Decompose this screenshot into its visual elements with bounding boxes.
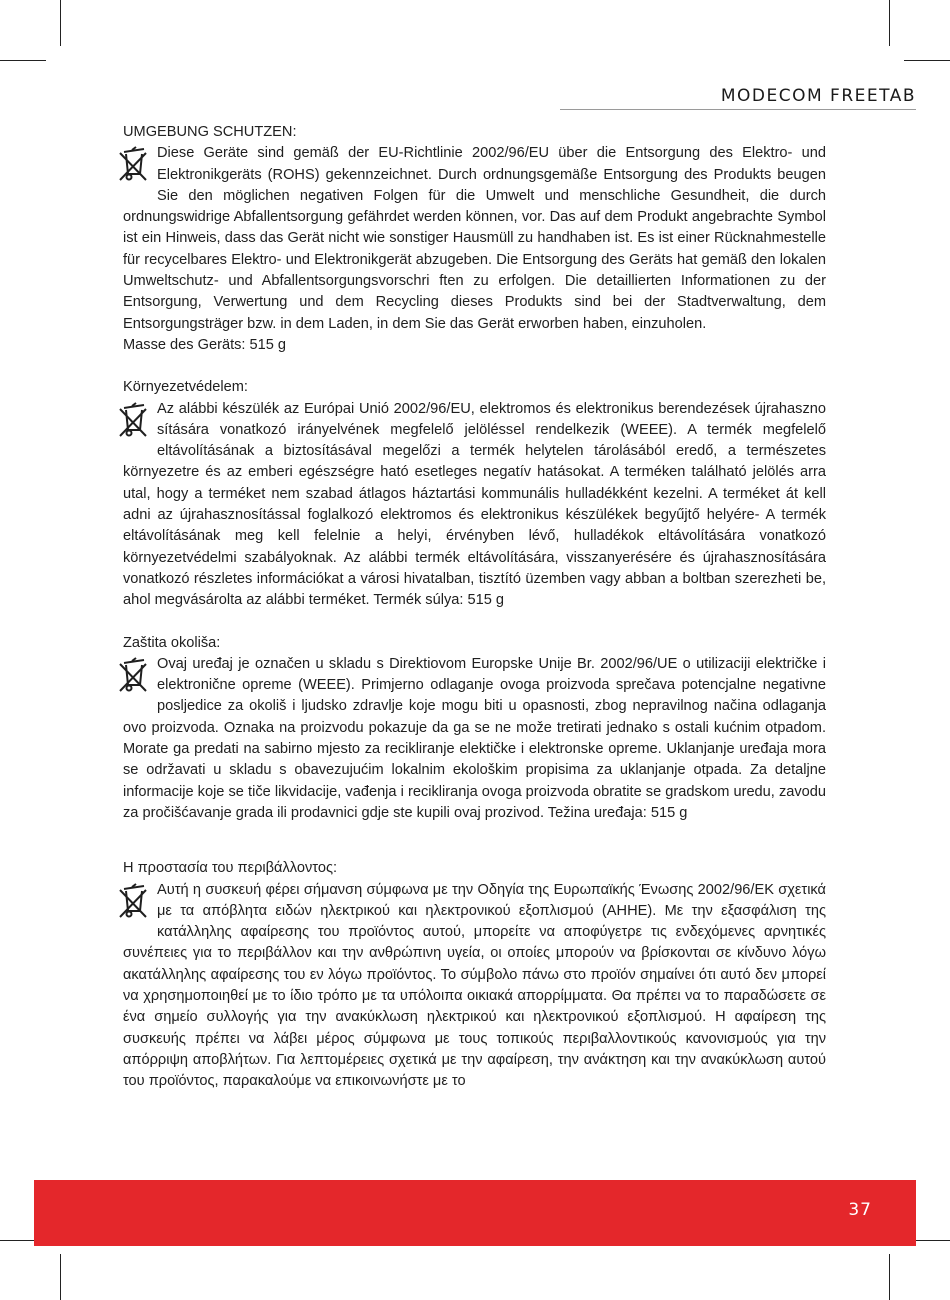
page-header <box>560 86 916 110</box>
brand-title: MODECOM FREETAB <box>720 86 916 106</box>
crossed-out-wheelie-bin-icon <box>115 881 151 923</box>
crop-mark <box>904 60 950 61</box>
crossed-out-wheelie-bin-icon <box>115 400 151 442</box>
section-title: Η προστασία του περιβάλλοντος: <box>123 860 338 877</box>
crop-mark <box>0 60 46 61</box>
section-text: Αυτή η συσκευή φέρει σήμανση σύμφωνα με την Οδηγία της Ευρωπαϊκής Ένωσης 2002/96/ΕΚ σχετικά με τα απόβλητα ειδών ηλεκτρικού και ηλεκτρονικού εξοπλισμού (ΑΗΗΕ). Με την εξασφάλιση της κατάλληλης αφαίρεσης του προϊόντος αυτού, μπορείτε να αποφύγετρε τις ενδεχόμενες αρνητικές συνέπειες για το περιβάλλον και την ανθρώπινη υγεία, οι οποίες μπορούν να βρίσκονται σε κίνδυνο λόγω ακατάλληλης αφαίρεσης του εν λόγω προϊόντος. Το σύμβολο πάνω στο προϊόν σημαίνει ότι αυτό δεν μπορεί να χρησημοποιηθεί με το ίδιο τρόπο με τα υπόλοιπα οικιακά απορρίμματα. Θα πρέπει να το παραδώσετε σε ένα σημείο συλλογής για την ανακύκλωση ηλεκτρικού και ηλεκτρονικού εξοπλισμού. Η αφαίρεση της συσκευής πρέπει να λάβει μέρος σύμφωνα με τους τοπικούς περιβαλλοντικούς κανονισμούς για την απόρριψη αποβλήτων. Για λεπτομέρειες σχετικά με την αφαίρεση, την ανάκτηση και την ανακύκλωση αυτού του προϊόντος, παρακαλούμε να επικοινωνήστε με το <box>123 881 826 1090</box>
page-content <box>123 122 826 1092</box>
section-title: Környezetvédelem: <box>123 379 248 396</box>
section-hungarian <box>123 377 826 611</box>
crossed-out-wheelie-bin-icon <box>115 655 151 697</box>
section-body <box>123 143 826 356</box>
page-number: 37 <box>848 1200 872 1220</box>
section-title: UMGEBUNG SCHUTZEN: <box>123 124 297 140</box>
section-title: Zaštita okoliša: <box>123 634 221 651</box>
section-croatian <box>123 633 826 825</box>
section-text: Ovaj uređaj je označen u skladu s Direktiovom Europske Unije Br. 2002/96/UE o utilizaciji električke i elektronične opreme (WEEE). Primjerno odlaganje ovoga proizvoda sprečava potencjalne negativne posljedice za okoliš i ljudsko zdravlje koje mogu biti u opasnosti, zbog nepravilnog načina odlaganja ovo proizvoda. Oznaka na proizvodu pokazuje da ga se ne može tretirati jednako s ostali kućnim otpadom. Morate ga predati na sabirno mjesto za recikliranje elektičke i elektronske opreme. Uklanjanje uređaja mora se održavati u skladu s obavezujućim lokalnim ekološkim propisima za uklanjanje otpada. Za detaljne informacije koje se tiče likvidacije, vađenja i recikliranja ovoga proizvoda obratite se gradskom uredu, zavodu za pročišćavanje grada ili prodavnici gdje ste kupili ovaj prozivod. Težina uređaja: 515 g <box>123 655 826 821</box>
footer-bar <box>34 1180 916 1246</box>
section-body <box>123 399 826 612</box>
section-body <box>123 880 826 1093</box>
crop-mark <box>60 0 61 46</box>
crop-mark <box>889 1254 890 1300</box>
section-greek <box>123 858 826 1092</box>
section-german <box>123 122 826 356</box>
crop-mark <box>889 0 890 46</box>
section-body <box>123 654 826 824</box>
section-text: Diese Geräte sind gemäß der EU-Richtlinie 2002/96/EU über die Entsorgung des Elektro- und Elektronikgeräts (ROHS) gekennzeichnet. Durch ordnungsgemäße Entsorgung des Produkts beugen Sie den möglichen negativen Folgen für die Umwelt und menschliche Gesundheit, die durch ordnungswidrige Abfallentsorgung gefährdet werden können, vor. Das auf dem Produkt angebrachte Symbol ist ein Hinweis, dass das Gerät nicht wie sonstiger Hausmüll zu handhaben ist. Es ist einer Rücknahmestelle für recycelbares Elektro- und Elektronikgerät abzugeben. Die Entsorgung des Geräts hat gemäß den lokalen Umweltschutz- und Abfallentsorgungsvorschri ften zu erfolgen. Die detaillierten Informationen zu der Entsorgung, Verwertung und dem Recycling dieses Produkts sind bei der Stadtverwaltung, dem Entsorgungsträger bzw. in dem Laden, in dem Sie das Gerät erworben haben, einzuholen. <box>123 145 826 332</box>
section-text: Az alábbi készülék az Európai Unió 2002/96/EU, elektromos és elektronikus berendezések újrahaszno sítására vonatkozó irányelvének megfelelő jelöléssel rendelkezik (WEEE). A termék megfelelő eltávolításának a biztosításával megelőzi a termék helytelen tárolásából eredő, a természetes környezetre és az emberi egészségre ható esetleges negatív hatásokat. A terméken található jelölés arra utal, hogy a terméket nem szabad átlagos háztartási kommunális hulladékként kezelni. A terméket át kell adni az újrahasznosítással foglalkozó elektromos és elektronikus készülékek begyűjtő helyére- A termék eltávolításának meg kell felelnie a helyi, érvényben lévő, hulladékok eltávolítására vonatkozó környezetvédelmi szabályoknak. Az alábbi termék eltávolítására, visszanyerésére és újrahasznosítására vonatkozó részletes információkat a városi hivatalban, tisztító üzemben vagy abban a boltban szerezheti be, ahol megvásárolta az alábbi terméket. Termék súlya: 515 g <box>123 400 826 609</box>
crop-mark <box>60 1254 61 1300</box>
crossed-out-wheelie-bin-icon <box>115 144 151 186</box>
device-weight: Masse des Geräts: 515 g <box>123 336 287 353</box>
